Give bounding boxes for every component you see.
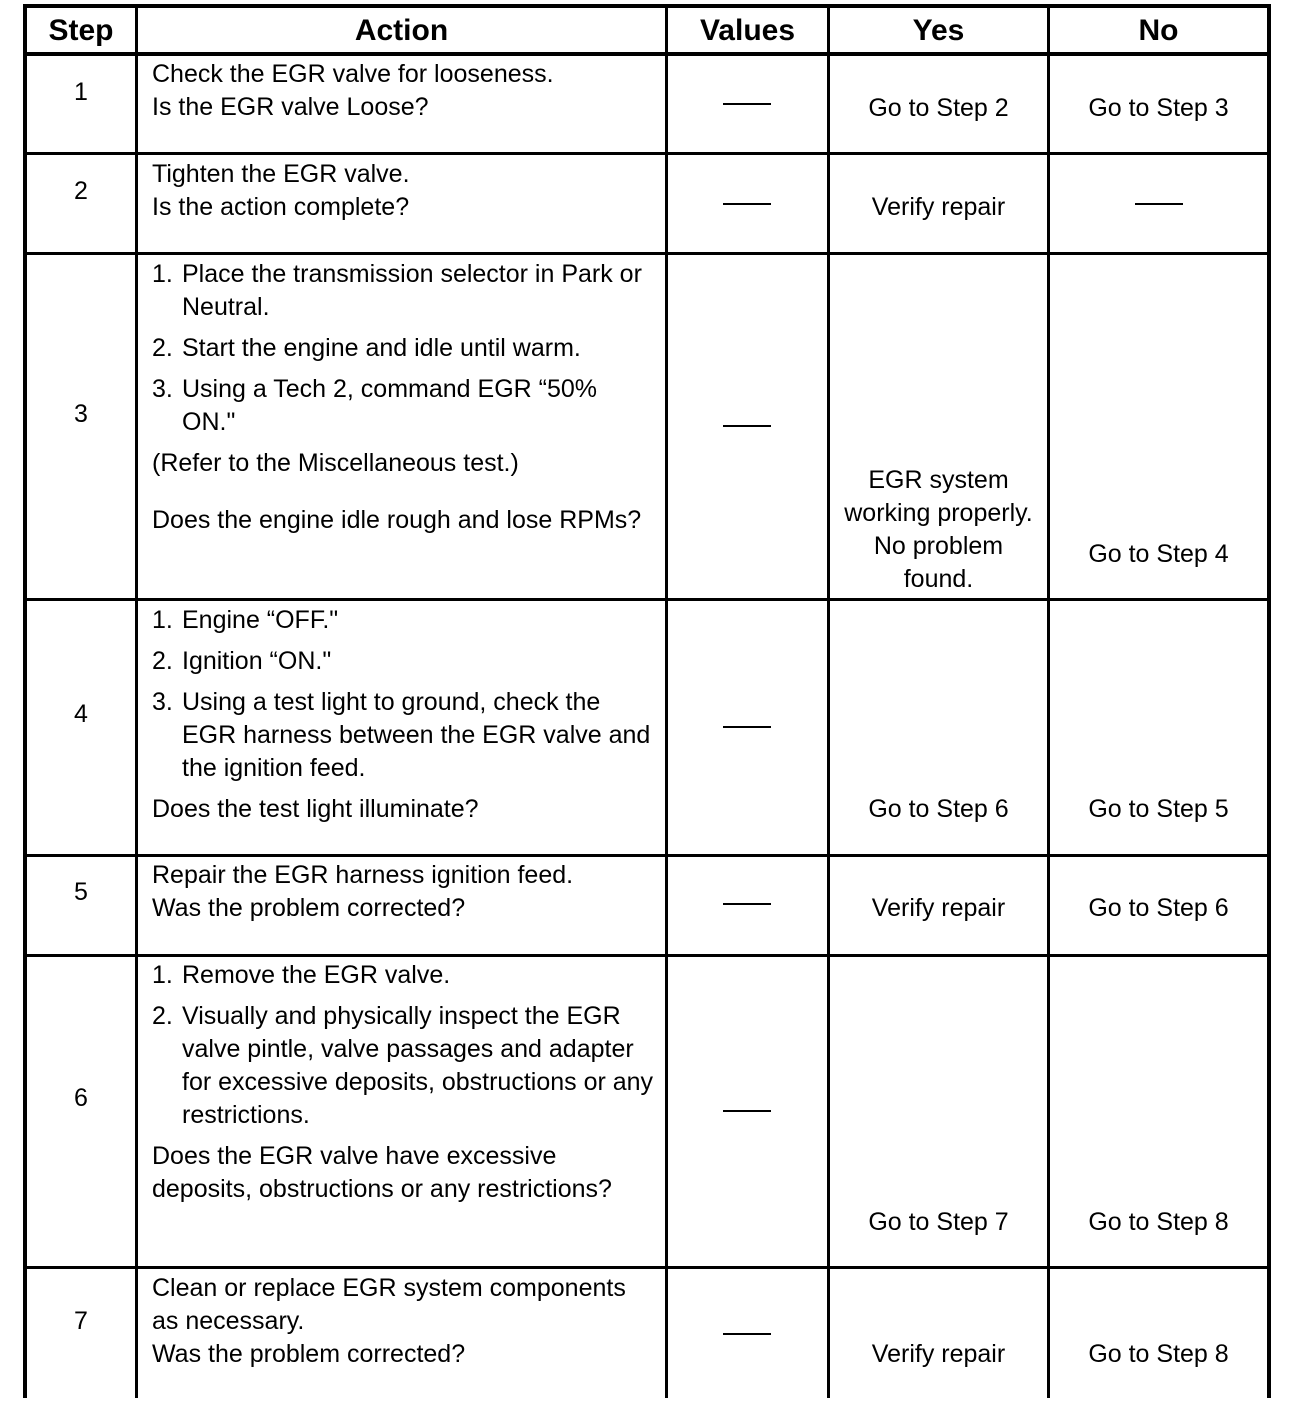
- action-text: Clean or replace EGR system components as necessary.: [152, 1274, 626, 1335]
- value-dash: [723, 726, 771, 728]
- action-cell: [152, 604, 657, 826]
- action-cell: [152, 58, 657, 124]
- row-divider: [23, 252, 1271, 255]
- action-question: Does the engine idle rough and lose RPMs?: [152, 506, 642, 534]
- step-number: 5: [74, 878, 88, 906]
- action-question: Is the EGR valve Loose?: [152, 93, 429, 121]
- list-item: 2. Ignition “ON.": [152, 647, 332, 675]
- value-dash: [723, 1110, 771, 1112]
- step-number: 2: [74, 177, 88, 205]
- row-divider: [23, 854, 1271, 857]
- header-yes: Yes: [912, 14, 965, 47]
- action-question: Was the problem corrected?: [152, 1340, 466, 1368]
- col-divider: [135, 4, 138, 1398]
- action-note: (Refer to the Miscellaneous test.): [152, 449, 519, 477]
- value-dash: [723, 103, 771, 105]
- header-step: Step: [48, 14, 114, 47]
- action-text: Tighten the EGR valve.: [152, 160, 410, 188]
- col-divider: [1047, 4, 1050, 1398]
- yes-cell: Go to Step 7: [868, 1208, 1009, 1236]
- row-divider: [23, 598, 1271, 601]
- yes-cell: EGR system working properly. No problem found.: [844, 466, 1033, 593]
- row-divider: [23, 1266, 1271, 1269]
- step-number: 1: [74, 78, 88, 106]
- header-action: Action: [354, 14, 449, 47]
- yes-cell: Go to Step 6: [868, 795, 1009, 823]
- yes-cell: Verify repair: [871, 193, 1006, 221]
- no-cell: Go to Step 3: [1088, 94, 1229, 122]
- no-cell: Go to Step 8: [1088, 1208, 1229, 1236]
- step-number: 4: [74, 700, 88, 728]
- list-item: 1. Remove the EGR valve.: [152, 961, 451, 989]
- action-text: Check the EGR valve for looseness.: [152, 60, 554, 88]
- border-right: [1267, 4, 1271, 1398]
- col-divider: [665, 4, 668, 1398]
- step-number: 3: [74, 400, 88, 428]
- list-item: 1. Engine “OFF.": [152, 606, 339, 634]
- action-question: Was the problem corrected?: [152, 894, 466, 922]
- row-divider: [23, 152, 1271, 155]
- value-dash: [723, 425, 771, 427]
- list-item: 2. Start the engine and idle until warm.: [152, 334, 581, 362]
- no-cell: Go to Step 5: [1088, 795, 1229, 823]
- action-cell: [152, 959, 657, 1206]
- list-item: 1. Place the transmission selector in Park or Neutral.: [152, 260, 642, 321]
- action-cell: [152, 859, 657, 925]
- yes-cell: Verify repair: [871, 894, 1006, 922]
- yes-cell: Verify repair: [871, 1340, 1006, 1368]
- action-cell: [152, 158, 657, 224]
- no-cell: Go to Step 8: [1088, 1340, 1229, 1368]
- action-question: Does the EGR valve have excessive deposits, obstructions or any restrictions?: [152, 1142, 612, 1203]
- no-dash: [1135, 203, 1183, 205]
- yes-cell: Go to Step 2: [868, 94, 1009, 122]
- action-text: Repair the EGR harness ignition feed.: [152, 861, 574, 889]
- value-dash: [723, 903, 771, 905]
- list-item: 2. Visually and physically inspect the EGR valve pintle, valve passages and adapter for excessive deposits, obstructions or any restrictions.: [152, 1002, 654, 1129]
- action-question: Does the test light illuminate?: [152, 795, 479, 823]
- value-dash: [723, 203, 771, 205]
- list-item: 3. Using a test light to ground, check the EGR harness between the EGR valve and the ignition feed.: [152, 688, 651, 782]
- step-number: 6: [74, 1084, 88, 1112]
- action-cell: [152, 258, 657, 537]
- row-divider: [23, 954, 1271, 957]
- step-number: 7: [74, 1307, 88, 1335]
- header-values: Values: [699, 14, 796, 47]
- action-question: Is the action complete?: [152, 193, 410, 221]
- value-dash: [723, 1333, 771, 1335]
- list-item: 3. Using a Tech 2, command EGR “50% ON.": [152, 375, 598, 436]
- action-cell: [152, 1272, 657, 1371]
- header-no: No: [1138, 14, 1179, 47]
- no-cell: Go to Step 6: [1088, 894, 1229, 922]
- no-cell: Go to Step 4: [1088, 540, 1229, 568]
